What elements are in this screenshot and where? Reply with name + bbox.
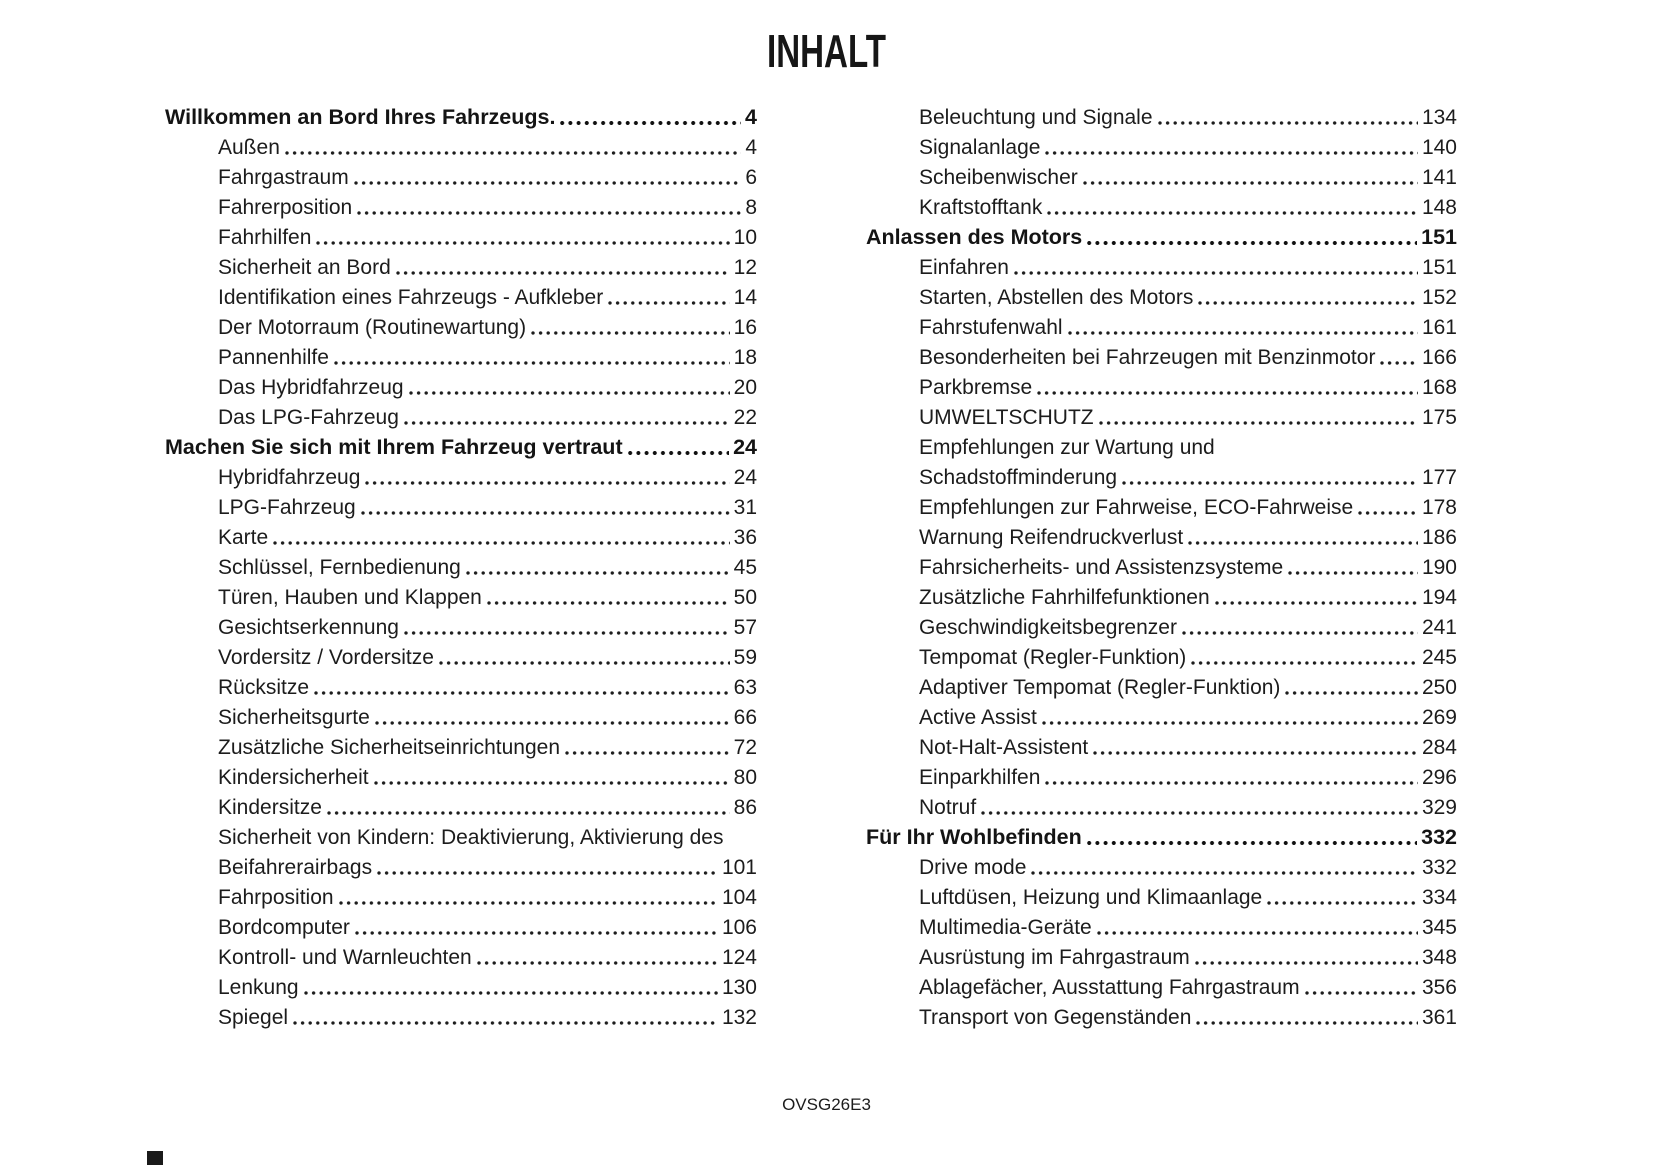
toc-sub-entry: [866, 490, 1457, 520]
toc-sub-entry: [165, 700, 757, 730]
toc-entry-label: Fahrhilfen: [218, 226, 312, 249]
toc-sub-entry: [866, 640, 1457, 670]
toc-entry-label: Das LPG-Fahrzeug: [218, 406, 399, 429]
toc-entry-label: Fahrsicherheits- und Assistenzsysteme: [919, 556, 1284, 579]
toc-entry-page-number: 8: [745, 196, 757, 219]
toc-entry-page-number: 18: [733, 346, 757, 369]
dot-leader: [477, 960, 718, 966]
toc-sub-entry: [165, 970, 757, 1000]
toc-sub-entry: [866, 1000, 1457, 1030]
dot-leader: [304, 990, 718, 996]
toc-entry-page-number: 14: [733, 286, 757, 309]
toc-sub-entry: [165, 250, 757, 280]
toc-entry-page-number: 345: [1421, 916, 1457, 939]
toc-entry-page-number: 241: [1421, 616, 1457, 639]
toc-sub-entry: [165, 190, 757, 220]
dot-leader: [355, 930, 718, 936]
toc-entry-label: Notruf: [919, 796, 977, 819]
toc-entry-page-number: 148: [1421, 196, 1457, 219]
toc-entry-page-number: 106: [721, 916, 757, 939]
dot-leader: [1045, 150, 1418, 156]
toc-entry-page-number: 4: [745, 105, 757, 129]
toc-entry-page-number: 72: [733, 736, 757, 759]
toc-sub-entry: [165, 460, 757, 490]
toc-sub-entry: [165, 130, 757, 160]
dot-leader: [361, 510, 730, 516]
toc-sub-entry: [866, 340, 1457, 370]
toc-entry-label: Karte: [218, 526, 269, 549]
toc-entry-page-number: 45: [733, 556, 757, 579]
toc-sub-entry: [165, 580, 757, 610]
toc-sub-entry: [866, 280, 1457, 310]
toc-sub-entry: [165, 760, 757, 790]
print-registration-mark: [147, 1151, 163, 1165]
toc-entry-page-number: 334: [1421, 886, 1457, 909]
toc-entry-page-number: 10: [733, 226, 757, 249]
toc-entry-label: Für Ihr Wohlbefinden: [866, 825, 1082, 849]
dot-leader: [1195, 960, 1418, 966]
toc-sub-entry: [165, 910, 757, 940]
toc-entry-label: Zusätzliche Sicherheitseinrichtungen: [218, 736, 561, 759]
toc-entry-page-number: 296: [1421, 766, 1457, 789]
toc-entry-label: Kontroll- und Warnleuchten: [218, 946, 472, 969]
dot-leader: [314, 690, 730, 696]
dot-leader: [1215, 600, 1418, 606]
dot-leader: [409, 390, 730, 396]
toc-entry-page-number: 152: [1421, 286, 1457, 309]
toc-entry-page-number: 250: [1421, 676, 1457, 699]
toc-sub-entry: [866, 460, 1457, 490]
toc-entry-page-number: 24: [733, 435, 757, 459]
toc-sub-entry: [866, 580, 1457, 610]
toc-sub-entry: [165, 670, 757, 700]
dot-leader: [374, 780, 730, 786]
dot-leader: [273, 540, 729, 546]
toc-entry-label: Hybridfahrzeug: [218, 466, 361, 489]
dot-leader: [1158, 120, 1418, 126]
toc-sub-entry: [866, 310, 1457, 340]
toc-entry-label: Willkommen an Bord Ihres Fahrzeugs.: [165, 105, 556, 129]
toc-entry-label: Ablagefächer, Ausstattung Fahrgastraum: [919, 976, 1300, 999]
dot-leader: [1380, 360, 1418, 366]
toc-entry-label: Fahrposition: [218, 886, 334, 909]
toc-entry-label: Sicherheitsgurte: [218, 706, 370, 729]
toc-entry-label: Adaptiver Tempomat (Regler-Funktion): [919, 676, 1281, 699]
toc-entry-label: Empfehlungen zur Fahrweise, ECO-Fahrweise: [919, 496, 1354, 519]
toc-entry-page-number: 4: [745, 136, 757, 159]
toc-sub-entry: [165, 790, 757, 820]
dot-leader: [285, 150, 741, 156]
toc-entry-page-number: 59: [733, 646, 757, 669]
toc-entry-label: Fahrerposition: [218, 196, 353, 219]
toc-entry-label: Anlassen des Motors: [866, 225, 1083, 249]
dot-leader: [375, 720, 730, 726]
dot-leader: [1087, 840, 1417, 846]
toc-entry-label: Schlüssel, Fernbedienung: [218, 556, 461, 579]
dot-leader: [1267, 900, 1418, 906]
toc-entry-page-number: 86: [733, 796, 757, 819]
dot-leader: [1097, 930, 1418, 936]
toc-entry-page-number: 36: [733, 526, 757, 549]
toc-entry-label: UMWELTSCHUTZ: [919, 406, 1094, 429]
toc-entry-label: Identifikation eines Fahrzeugs - Aufkleber: [218, 286, 604, 309]
toc-entry-page-number: 151: [1421, 225, 1457, 249]
toc-entry-page-number: 151: [1421, 256, 1457, 279]
toc-entry-label: Parkbremse: [919, 376, 1033, 399]
toc-entry-label: Kindersicherheit: [218, 766, 369, 789]
dot-leader: [1031, 870, 1418, 876]
toc-entry-page-number: 245: [1421, 646, 1457, 669]
toc-entry-label: Geschwindigkeitsbegrenzer: [919, 616, 1177, 639]
dot-leader: [404, 420, 730, 426]
dot-leader: [327, 810, 730, 816]
toc-entry-page-number: 132: [721, 1006, 757, 1029]
dot-leader: [466, 570, 730, 576]
toc-entry-label: Starten, Abstellen des Motors: [919, 286, 1194, 309]
dot-leader: [1083, 180, 1418, 186]
toc-entry-page-number: 356: [1421, 976, 1457, 999]
toc-entry-label: Sicherheit an Bord: [218, 256, 391, 279]
toc-sub-entry: [165, 550, 757, 580]
document-code: OVSG26E3: [782, 1095, 871, 1114]
toc-section-entry: [165, 430, 757, 460]
dot-leader: [377, 870, 718, 876]
toc-entry-label: Spiegel: [218, 1006, 289, 1029]
dot-leader: [628, 450, 729, 456]
dot-leader: [981, 810, 1418, 816]
toc-sub-entry: [165, 820, 757, 850]
dot-leader: [1182, 630, 1418, 636]
toc-entry-page-number: 166: [1421, 346, 1457, 369]
toc-sub-entry: [866, 790, 1457, 820]
toc-entry-label: Machen Sie sich mit Ihrem Fahrzeug vertraut: [165, 435, 623, 459]
toc-sub-entry: [866, 760, 1457, 790]
toc-sub-entry: [866, 880, 1457, 910]
toc-sub-entry: [165, 160, 757, 190]
dot-leader: [1068, 330, 1418, 336]
toc-sub-entry: [165, 400, 757, 430]
dot-leader: [1047, 210, 1418, 216]
toc-sub-entry: [165, 280, 757, 310]
toc-sub-entry: [165, 610, 757, 640]
dot-leader: [293, 1020, 718, 1026]
toc-entry-label: Signalanlage: [919, 136, 1041, 159]
toc-entry-label: Fahrstufenwahl: [919, 316, 1063, 339]
toc-sub-entry: [866, 250, 1457, 280]
toc-entry-label: Rücksitze: [218, 676, 310, 699]
toc-entry-page-number: 194: [1421, 586, 1457, 609]
toc-sub-entry: [866, 370, 1457, 400]
toc-entry-page-number: 168: [1421, 376, 1457, 399]
toc-sub-entry: [866, 550, 1457, 580]
toc-sub-entry: [866, 100, 1457, 130]
toc-entry-label: Kindersitze: [218, 796, 322, 819]
toc-entry-label: Beleuchtung und Signale: [919, 106, 1153, 129]
dot-leader: [1093, 750, 1418, 756]
dot-leader: [1037, 390, 1418, 396]
dot-leader: [1305, 990, 1418, 996]
toc-entry-label: Beifahrerairbags: [218, 856, 373, 879]
dot-leader: [565, 750, 730, 756]
toc-sub-entry: [165, 520, 757, 550]
dot-leader: [1188, 540, 1418, 546]
toc-sub-entry: [866, 850, 1457, 880]
dot-leader: [487, 600, 730, 606]
toc-sub-entry: [165, 220, 757, 250]
toc-entry-page-number: 284: [1421, 736, 1457, 759]
toc-entry-page-number: 6: [745, 166, 757, 189]
toc-sub-entry: [866, 940, 1457, 970]
toc-section-entry: [866, 220, 1457, 250]
dot-leader: [316, 240, 729, 246]
toc-entry-label: Luftdüsen, Heizung und Klimaanlage: [919, 886, 1263, 909]
toc-sub-entry: [165, 850, 757, 880]
dot-leader: [396, 270, 730, 276]
toc-entry-label: Fahrgastraum: [218, 166, 349, 189]
dot-leader: [1191, 660, 1418, 666]
dot-leader: [404, 630, 730, 636]
toc-column-right: [866, 100, 1457, 1030]
toc-entry-label: Einparkhilfen: [919, 766, 1041, 789]
toc-entry-page-number: 63: [733, 676, 757, 699]
toc-entry-page-number: 31: [733, 496, 757, 519]
toc-sub-entry: [866, 430, 1457, 460]
page-title: INHALT: [767, 25, 886, 77]
toc-entry-label: Ausrüstung im Fahrgastraum: [919, 946, 1190, 969]
toc-entry-page-number: 161: [1421, 316, 1457, 339]
toc-entry-label: Warnung Reifendruckverlust: [919, 526, 1184, 549]
toc-entry-label: Der Motorraum (Routinewartung): [218, 316, 527, 339]
dot-leader: [1198, 300, 1418, 306]
toc-sub-entry: [866, 610, 1457, 640]
toc-sub-entry: [866, 670, 1457, 700]
toc-entry-label: Einfahren: [919, 256, 1009, 279]
toc-entry-page-number: 130: [721, 976, 757, 999]
toc-sub-entry: [866, 910, 1457, 940]
toc-sub-entry: [165, 310, 757, 340]
toc-sub-entry: [866, 400, 1457, 430]
dot-leader: [1122, 480, 1418, 486]
toc-entry-label: Schadstoffminderung: [919, 466, 1118, 489]
toc-entry-page-number: 16: [733, 316, 757, 339]
toc-sub-entry: [165, 730, 757, 760]
toc-entry-page-number: 50: [733, 586, 757, 609]
toc-entry-page-number: 190: [1421, 556, 1457, 579]
toc-column-left: [165, 100, 757, 1030]
toc-entry-page-number: 332: [1421, 825, 1457, 849]
dot-leader: [1014, 270, 1418, 276]
toc-sub-entry: [165, 640, 757, 670]
toc-entry-page-number: 20: [733, 376, 757, 399]
toc-entry-label: Gesichtserkennung: [218, 616, 399, 639]
toc-sub-entry: [866, 130, 1457, 160]
dot-leader: [1045, 780, 1418, 786]
toc-entry-page-number: 269: [1421, 706, 1457, 729]
dot-leader: [531, 330, 730, 336]
toc-entry-label: Transport von Gegenständen: [919, 1006, 1192, 1029]
toc-section-entry: [165, 100, 757, 130]
toc-entry-label: Not-Halt-Assistent: [919, 736, 1089, 759]
toc-entry-label: Pannenhilfe: [218, 346, 329, 369]
dot-leader: [608, 300, 729, 306]
toc-entry-page-number: 22: [733, 406, 757, 429]
toc-section-entry: [866, 820, 1457, 850]
toc-sub-entry: [165, 880, 757, 910]
dot-leader: [1285, 690, 1418, 696]
toc-entry-page-number: 24: [733, 466, 757, 489]
toc-entry-label: Active Assist: [919, 706, 1037, 729]
toc-entry-page-number: 12: [733, 256, 757, 279]
toc-entry-label: Tempomat (Regler-Funktion): [919, 646, 1187, 669]
toc-entry-label: Kraftstofftank: [919, 196, 1043, 219]
toc-entry-label: Besonderheiten bei Fahrzeugen mit Benzinmotor: [919, 346, 1376, 369]
dot-leader: [1358, 510, 1418, 516]
toc-sub-entry: [866, 730, 1457, 760]
dot-leader: [339, 900, 718, 906]
toc-entry-page-number: 140: [1421, 136, 1457, 159]
toc-entry-label: LPG-Fahrzeug: [218, 496, 356, 519]
toc-entry-page-number: 104: [721, 886, 757, 909]
toc-entry-label: Scheibenwischer: [919, 166, 1078, 189]
toc-entry-page-number: 134: [1421, 106, 1457, 129]
toc-sub-entry: [866, 700, 1457, 730]
toc-sub-entry: [165, 1000, 757, 1030]
toc-entry-page-number: 178: [1421, 496, 1457, 519]
toc-entry-page-number: 66: [733, 706, 757, 729]
toc-sub-entry: [866, 520, 1457, 550]
toc-sub-entry: [165, 340, 757, 370]
dot-leader: [439, 660, 730, 666]
toc-entry-label: Türen, Hauben und Klappen: [218, 586, 482, 609]
toc-entry-label: Lenkung: [218, 976, 299, 999]
toc-entry-page-number: 57: [733, 616, 757, 639]
dot-leader: [365, 480, 729, 486]
dot-leader: [357, 210, 741, 216]
toc-sub-entry: [866, 970, 1457, 1000]
toc-entry-label: Zusätzliche Fahrhilfefunktionen: [919, 586, 1210, 609]
toc-entry-label: Außen: [218, 136, 280, 159]
toc-sub-entry: [165, 940, 757, 970]
toc-entry-page-number: 329: [1421, 796, 1457, 819]
toc-entry-page-number: 361: [1421, 1006, 1457, 1029]
dot-leader: [1288, 570, 1418, 576]
dot-leader: [334, 360, 730, 366]
toc-entry-label: Drive mode: [919, 856, 1027, 879]
toc-entry-page-number: 124: [721, 946, 757, 969]
dot-leader: [1196, 1020, 1418, 1026]
toc-entry-label: Sicherheit von Kindern: Deaktivierung, Aktivierung des: [218, 826, 724, 849]
toc-entry-page-number: 332: [1421, 856, 1457, 879]
toc-sub-entry: [165, 370, 757, 400]
toc-entry-page-number: 175: [1421, 406, 1457, 429]
toc-sub-entry: [165, 490, 757, 520]
toc-entry-label: Vordersitz / Vordersitze: [218, 646, 434, 669]
toc-entry-page-number: 141: [1421, 166, 1457, 189]
toc-entry-page-number: 177: [1421, 466, 1457, 489]
dot-leader: [354, 180, 742, 186]
dot-leader: [1087, 240, 1417, 246]
dot-leader: [1099, 420, 1418, 426]
toc-entry-page-number: 348: [1421, 946, 1457, 969]
dot-leader: [1042, 720, 1418, 726]
toc-sub-entry: [866, 160, 1457, 190]
toc-entry-page-number: 80: [733, 766, 757, 789]
toc-entry-label: Das Hybridfahrzeug: [218, 376, 404, 399]
toc-sub-entry: [866, 190, 1457, 220]
toc-entry-label: Empfehlungen zur Wartung und: [919, 436, 1215, 459]
toc-entry-page-number: 186: [1421, 526, 1457, 549]
toc-entry-page-number: 101: [721, 856, 757, 879]
toc-entry-label: Bordcomputer: [218, 916, 350, 939]
dot-leader: [560, 120, 741, 126]
toc-entry-label: Multimedia-Geräte: [919, 916, 1092, 939]
